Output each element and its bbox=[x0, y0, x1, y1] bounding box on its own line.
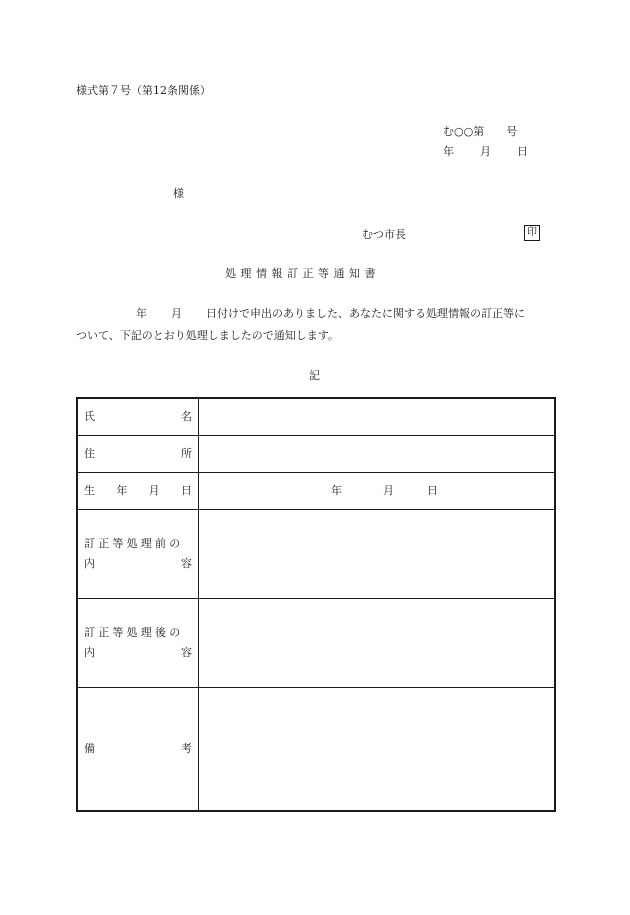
remarks-label bbox=[77, 687, 199, 811]
address-value-field[interactable] bbox=[199, 435, 556, 472]
date-year: 年 bbox=[443, 145, 454, 158]
date-month: 月 bbox=[480, 145, 491, 158]
birthdate-month: 月 bbox=[383, 484, 394, 497]
birthdate-label-char-2: 年 bbox=[116, 484, 128, 497]
date-day: 日 bbox=[517, 145, 528, 158]
document-date bbox=[443, 146, 528, 157]
content-after-label-char-2: 容 bbox=[181, 646, 192, 659]
row-remarks bbox=[77, 687, 555, 811]
body-line-1-rest: 日付けで申出のありました、あなたに関する処理情報の訂正等に bbox=[206, 307, 525, 320]
row-address bbox=[77, 435, 555, 472]
row-content-after bbox=[77, 598, 555, 687]
birthdate-year: 年 bbox=[331, 484, 342, 497]
content-before-label-char-2: 容 bbox=[181, 557, 192, 570]
content-after-label-char-1: 内 bbox=[84, 646, 95, 659]
ki-heading: 記 bbox=[309, 369, 320, 382]
document-number bbox=[443, 126, 517, 137]
address-label-char-2: 所 bbox=[181, 447, 192, 460]
remarks-label-char-2: 考 bbox=[181, 742, 192, 756]
birthdate-label-char-1: 生 bbox=[84, 484, 95, 497]
content-before-label-line-1: 訂正等処理前の bbox=[84, 537, 184, 550]
content-after-value-field[interactable] bbox=[199, 598, 556, 687]
body-text-line-2: ついて、下記のとおり処理しましたので通知します。 bbox=[76, 329, 339, 342]
body-text-line-1 bbox=[136, 308, 525, 319]
form-number: 様式第７号（第12条関係） bbox=[76, 84, 211, 97]
birthdate-label-char-4: 日 bbox=[180, 484, 192, 497]
content-after-label bbox=[77, 598, 199, 687]
name-label bbox=[77, 398, 199, 435]
name-value-field[interactable] bbox=[199, 398, 556, 435]
row-name bbox=[77, 398, 555, 435]
issuer-name: むつ市長 bbox=[362, 228, 406, 241]
birthdate-label bbox=[77, 472, 199, 509]
remarks-label-char-1: 備 bbox=[84, 742, 95, 756]
document-title: 処理情報訂正等通知書 bbox=[225, 267, 380, 280]
document-number-suffix: 号 bbox=[506, 125, 518, 138]
birthdate-day: 日 bbox=[427, 484, 438, 497]
content-before-value-field[interactable] bbox=[199, 509, 556, 598]
content-before-label-char-1: 内 bbox=[84, 557, 95, 570]
content-before-label bbox=[77, 509, 199, 598]
body-year: 年 bbox=[136, 307, 147, 320]
document-number-prefix: む○○第 bbox=[443, 125, 485, 138]
record-table bbox=[76, 397, 556, 812]
seal-stamp: 印 bbox=[524, 225, 540, 241]
birthdate-label-char-3: 月 bbox=[148, 484, 160, 497]
addressee-suffix: 様 bbox=[173, 187, 184, 200]
body-month: 月 bbox=[171, 307, 182, 320]
remarks-value-field[interactable] bbox=[199, 687, 556, 811]
address-label-char-1: 住 bbox=[84, 447, 95, 460]
name-label-char-2: 名 bbox=[181, 410, 192, 424]
row-content-before bbox=[77, 509, 555, 598]
birthdate-value-field[interactable] bbox=[199, 472, 556, 509]
content-after-label-line-1: 訂正等処理後の bbox=[84, 626, 184, 639]
address-label bbox=[77, 435, 199, 472]
row-birthdate bbox=[77, 472, 555, 509]
name-label-char-1: 氏 bbox=[84, 410, 95, 424]
